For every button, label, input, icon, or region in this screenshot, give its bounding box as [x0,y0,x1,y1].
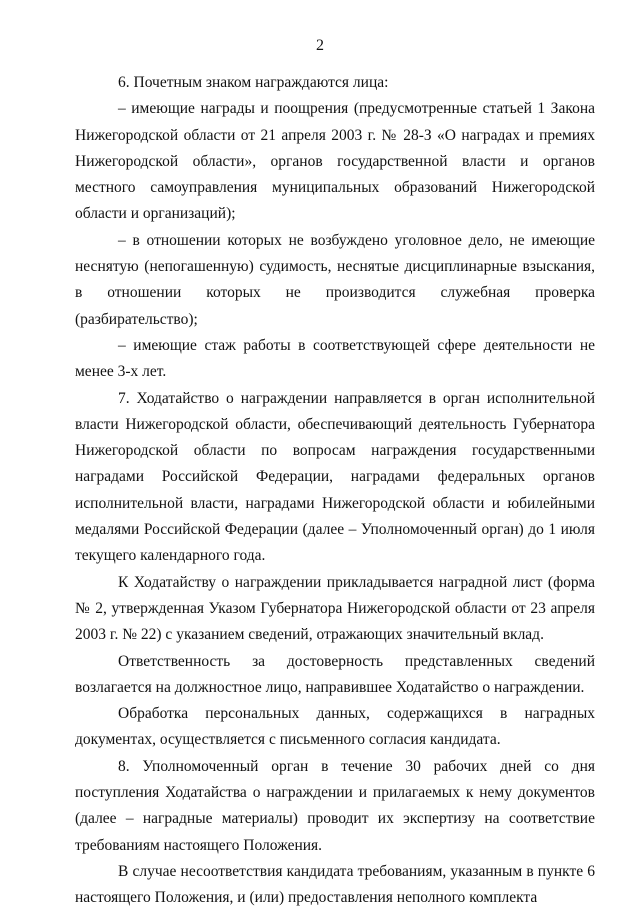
page-number: 2 [316,37,324,54]
paragraph-item-8-review: 8. Уполномоченный орган в течение 30 рабочих дней со дня поступления Ходатайства о награждении и прилагаемых к нему документов (далее – наградные материалы) проводит их экспертизу на соответствие требованиям настоящего Положения. [75,757,595,854]
paragraph-work-experience-criterion: – имеющие стаж работы в соответствующей сфере деятельности не менее 3-х лет. [75,336,595,381]
paragraph-noncompliance: В случае несоответствия кандидата требованиям, указанным в пункте 6 настоящего Положения, и (или) предоставления неполного комплекта [75,862,595,907]
paragraph-responsibility: Ответственность за достоверность представленных сведений возлагается на должностное лицо, направившее Ходатайство о награждении. [75,652,595,696]
paragraph-no-criminal-case-criterion: – в отношении которых не возбуждено уголовное дело, не имеющие неснятую (непогашенную) судимость, неснятые дисциплинарные взыскания, в отношении которых не производится служебная проверка (разбирательство); [75,231,595,328]
paragraph-personal-data: Обработка персональных данных, содержащихся в наградных документах, осуществляется с письменного согласия кандидата. [75,705,595,749]
document-body [75,70,595,912]
paragraph-awards-criterion: – имеющие награды и поощрения (предусмотренные статьей 1 Закона Нижегородской области от 21 апреля 2003 г. № 28-З «О наградах и премиях Нижегородской области», органов государственной власти и органов местного самоуправления муниципальных образований Нижегородской области и организаций); [75,100,595,223]
paragraph-item-7-petition: 7. Ходатайство о награждении направляется в орган исполнительной власти Нижегородской области, обеспечивающий деятельность Губернатора Нижегородской области по вопросам награждения государственными наградами Российской Федерации, наградами федеральных органов исполнительной власти, наградами Нижегородской области и юбилейными медалями Российской Федерации (далее – Уполномоченный орган) до 1 июля текущего календарного года. [75,389,595,565]
paragraph-item-6-heading: 6. Почетным знаком награждаются лица: [118,74,389,91]
paragraph-award-sheet: К Ходатайству о награждении прикладывается наградной лист (форма № 2, утвержденная Указом Губернатора Нижегородской области от 23 апреля 2003 г. № 22) с указанием сведений, отражающих значительный вклад. [75,573,595,644]
